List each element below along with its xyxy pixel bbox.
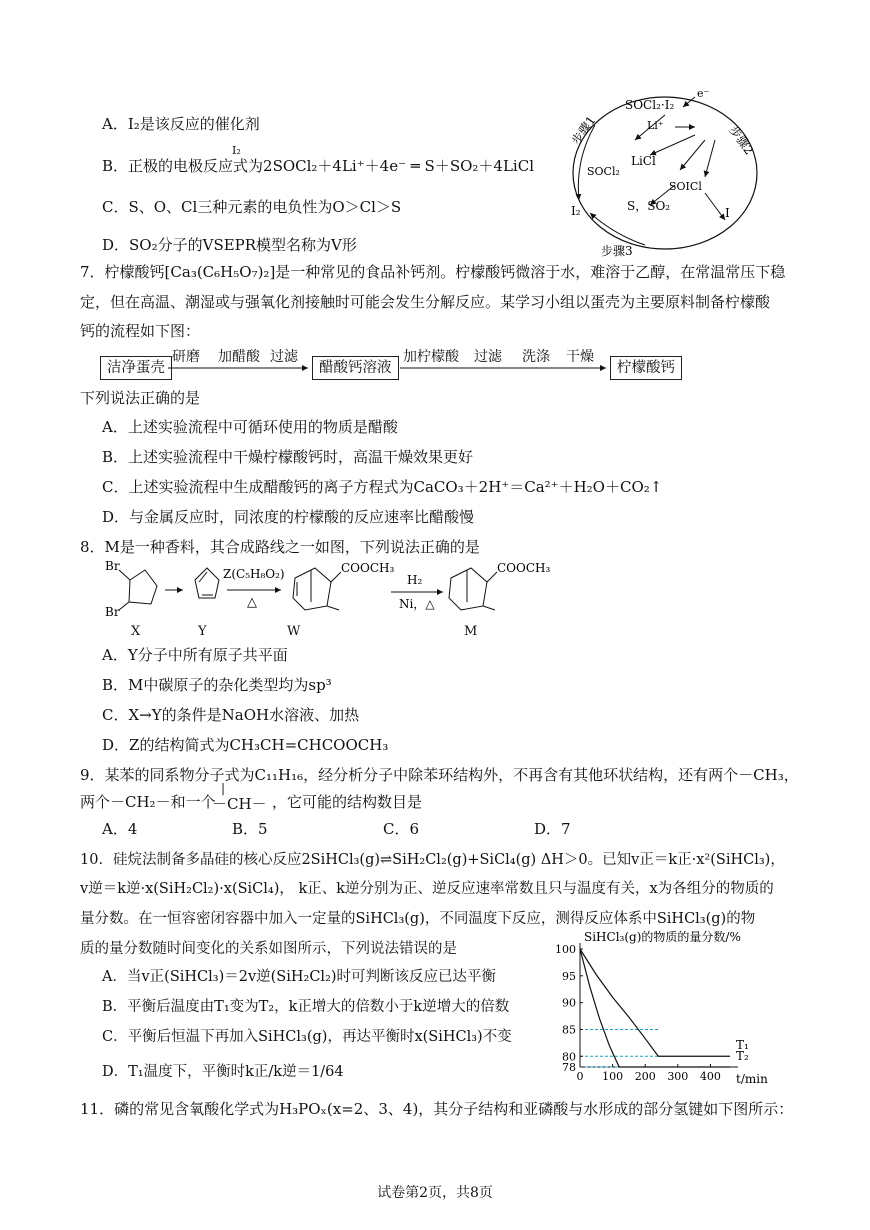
w-cooch3: COOCH₃ <box>341 561 395 575</box>
q7-prompt: 下列说法正确的是 <box>80 389 201 407</box>
q8-option-a: A．Y分子中所有原子共平面 <box>102 646 288 664</box>
page-footer: 试卷第2页，共8页 <box>377 1185 493 1201</box>
q9-option-c: C．6 <box>383 820 420 838</box>
q7-stem-3: 钙的流程如下图： <box>80 322 201 340</box>
q10-option-c: C．平衡后恒温下再加入SiHCl₃(g)，再达平衡时x(SiHCl₃)不变 <box>102 1029 512 1045</box>
q8-synthesis-route <box>95 558 565 638</box>
x-br-bottom: Br <box>105 605 120 619</box>
cycle-step3-label: 步骤3 <box>601 244 633 258</box>
flow-arrows <box>0 0 870 400</box>
x-tick-label: 200 <box>634 1070 656 1083</box>
label-x: X <box>131 624 141 639</box>
y-tick-label: 90 <box>562 996 576 1010</box>
chart-ylabel: SiHCl₃(g)的物质的量分数/% <box>584 930 741 944</box>
q7-stem-1: 7．柠檬酸钙[Ca₃(C₆H₅O₇)₂]是一种常见的食品补钙剂。柠檬酸钙微溶于水，难溶于乙醇，在常温常压下稳 <box>80 263 786 281</box>
flow-box-calcium-acetate: 醋酸钙溶液 <box>312 356 399 380</box>
flow-step-grind: 研磨 <box>172 349 200 365</box>
series-label-t1: T₁ <box>736 1038 749 1052</box>
q8-option-c: C．X→Y的条件是NaOH水溶液、加热 <box>102 706 360 724</box>
q6-option-d: D．SO₂分子的VSEPR模型名称为V形 <box>102 236 357 254</box>
sihcl3-fraction-chart <box>540 925 780 1090</box>
y-tick-label: 95 <box>562 969 576 983</box>
q10-stem-1: 10．硅烷法制备多晶硅的核心反应2SiHCl₃(g)⇌SiH₂Cl₂(g)+SiCl₄(g) ΔH＞0。已知v正＝k正·x²(SiHCl₃)， <box>80 852 785 868</box>
m-cooch3: COOCH₃ <box>497 561 551 575</box>
flow-box-calcium-citrate: 柠檬酸钙 <box>610 356 682 380</box>
q9-stem-1: 9．某苯的同系物分子式为C₁₁H₁₆，经分析分子中除苯环结构外，不再含有其他环状结构，还有两个－CH₃， <box>80 766 799 784</box>
cycle-i2-label: I₂ <box>571 204 581 218</box>
q7-option-a: A．上述实验流程中可循环使用的物质是醋酸 <box>102 418 398 436</box>
y-tick-label: 78 <box>562 1061 576 1074</box>
series-line-2 <box>580 949 730 1067</box>
reagent-z: Z(C₅H₈O₂) <box>223 567 285 581</box>
label-w: W <box>287 624 301 639</box>
q10-option-d: D．T₁温度下，平衡时k正/k逆＝1/64 <box>102 1064 344 1080</box>
x-tick-label: 0 <box>576 1070 584 1083</box>
cycle-top-label: SOCl₂·I₂ <box>625 98 675 112</box>
flow-step-filter2: 过滤 <box>474 349 502 365</box>
q9-stem-2b: ，它可能的结构数目是 <box>272 793 423 811</box>
q6-option-b: B．正极的电极反应式为2SOCl₂＋4Li⁺＋4e⁻ ═ S＋SO₂＋4LiCl <box>102 157 534 175</box>
cycle-eminus-label: e⁻ <box>697 87 710 100</box>
q10-option-a: A．当v正(SiHCl₃)＝2v逆(SiH₂Cl₂)时可判断该反应已达平衡 <box>102 969 497 985</box>
q11-stem: 11．磷的常见含氧酸化学式为H₃POₓ(x=2、3、4)，其分子结构和亚磷酸与水形成的部分氢键如下图所示： <box>80 1100 794 1118</box>
q10-stem-4: 质的量分数随时间变化的关系如图所示，下列说法错误的是 <box>80 941 457 957</box>
x-tick-label: 100 <box>602 1070 624 1083</box>
cycle-soicl-label: SOICl <box>669 180 702 193</box>
label-y: Y <box>198 624 207 639</box>
q9-stem-2a: 两个－CH₂－和一个 <box>80 793 216 811</box>
q8-stem: 8．M是一种香料，其合成路线之一如图，下列说法正确的是 <box>80 538 480 556</box>
cycle-socl2-label: SOCl₂ <box>587 165 620 178</box>
q9-option-b: B．5 <box>232 820 268 838</box>
flow-step-acetic: 加醋酸 <box>218 349 260 365</box>
flow-box-eggshell: 洁净蛋壳 <box>100 356 172 380</box>
cycle-step1-label: 步骤1 <box>568 113 599 148</box>
q7-option-d: D．与金属反应时，同浓度的柠檬酸的反应速率比醋酸慢 <box>102 508 475 526</box>
q7-option-c: C．上述实验流程中生成醋酸钙的离子方程式为CaCO₃＋2H⁺＝Ca²⁺＋H₂O＋CO₂↑ <box>102 478 663 496</box>
label-m: M <box>464 624 478 639</box>
q10-stem-3: 量分数。在一恒容密闭容器中加入一定量的SiHCl₃(g)，不同温度下反应，测得反应体系中SiHCl₃(g)的物 <box>80 911 756 927</box>
q8-option-d: D．Z的结构简式为CH₃CH=CHCOOCH₃ <box>102 736 389 754</box>
cycle-li-label: Li⁺ <box>647 119 664 132</box>
q9-ch-bond: | <box>221 781 226 795</box>
cycle-s-so2-label: S，SO₂ <box>627 199 671 213</box>
q6-catalyst-label: I₂ <box>232 144 241 157</box>
y-tick-label: 80 <box>562 1050 576 1064</box>
y-tick-label: 100 <box>555 943 576 956</box>
flow-step-dry: 干燥 <box>566 349 594 365</box>
flow-step-citric: 加柠檬酸 <box>403 349 459 365</box>
condition-heat: △ <box>247 595 257 610</box>
series-label-t2: T₂ <box>736 1049 749 1063</box>
q10-stem-2: v逆＝k逆·x(SiH₂Cl₂)·x(SiCl₄)， k正、k逆分别为正、逆反应速率常数且只与温度有关，x为各组分的物质的 <box>80 881 774 897</box>
x-br-top: Br <box>105 559 120 573</box>
q6-option-c: C．S、O、Cl三种元素的电负性为O＞Cl＞S <box>102 198 402 216</box>
reagent-h2: H₂ <box>407 573 423 587</box>
flow-step-filter1: 过滤 <box>270 349 298 365</box>
q9-option-d: D．7 <box>534 820 571 838</box>
q8-option-b: B．M中碳原子的杂化类型均为sp³ <box>102 676 332 694</box>
q9-option-a: A．4 <box>102 820 138 838</box>
q10-option-b: B．平衡后温度由T₁变为T₂，k正增大的倍数小于k逆增大的倍数 <box>102 999 510 1015</box>
q7-option-b: B．上述实验流程中干燥柠檬酸钙时，高温干燥效果更好 <box>102 448 474 466</box>
chart-xlabel: t/min <box>736 1072 768 1086</box>
cycle-licl-label: LiCl <box>631 154 656 168</box>
q7-stem-2: 定，但在高温、潮湿或与强氧化剂接触时可能会发生分解反应。某学习小组以蛋壳为主要原料制备柠檬酸 <box>80 293 771 311</box>
q9-ch-group: －CH－ <box>212 795 267 813</box>
x-tick-label: 400 <box>699 1070 721 1083</box>
cycle-i-label: I <box>725 206 730 220</box>
series-line-1 <box>580 949 730 1056</box>
q6-option-a: A．I₂是该反应的催化剂 <box>102 115 260 133</box>
cycle-step2-label: 步骤2 <box>726 123 757 158</box>
condition-ni: Ni，△ <box>399 597 435 611</box>
x-tick-label: 300 <box>667 1070 689 1083</box>
flow-step-wash: 洗涤 <box>522 349 550 365</box>
y-tick-label: 85 <box>562 1023 576 1037</box>
